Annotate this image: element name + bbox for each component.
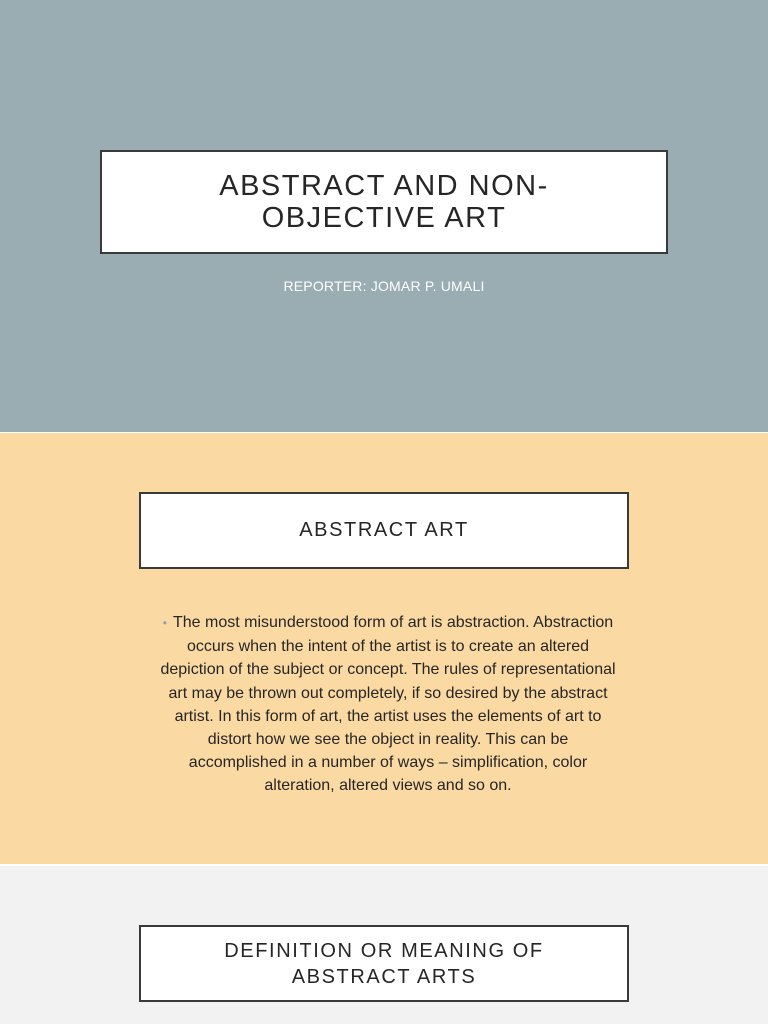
- slide-1-title: ABSTRACT AND NON-OBJECTIVE ART: [219, 170, 549, 234]
- slide-2-title: ABSTRACT ART: [299, 519, 469, 541]
- slide-2-body: The most misunderstood form of art is abstraction. Abstraction occurs when the intent of the artist is to create an altered depiction of the subject or concept. The rules of representational art may be thrown out completely, if so desired by the abstract artist. In this form of art, the artist uses the elements of art to distort how we see the object in reality. This can be accomplished in a number of ways – simplification, color alteration, altered views and so on.: [160, 614, 616, 795]
- slide-3: [0, 866, 768, 1024]
- slide-2: [0, 433, 768, 864]
- slide-2-bullet-text: [160, 611, 616, 798]
- bullet-icon: •: [162, 616, 167, 630]
- slide-1-title-box: [100, 150, 668, 254]
- slide-2-title-box: [139, 492, 629, 569]
- slide-3-title: DEFINITION OR MEANING OF ABSTRACT ARTS: [224, 939, 544, 988]
- reporter-subtitle: REPORTER: JOMAR P. UMALI: [283, 278, 485, 294]
- slide-1: [0, 0, 768, 432]
- slide-3-title-box: [139, 925, 629, 1002]
